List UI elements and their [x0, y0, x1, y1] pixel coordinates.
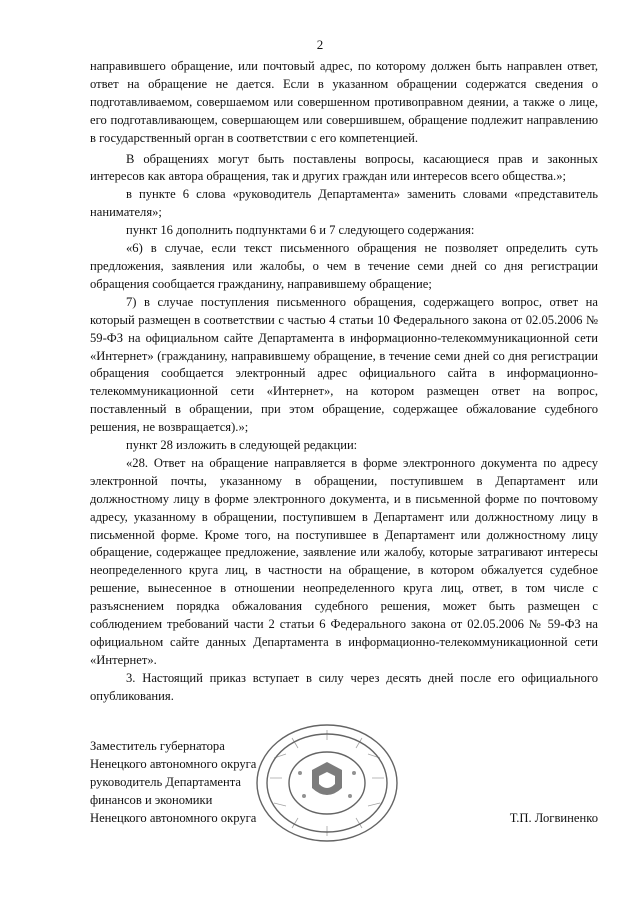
paragraph: пункт 16 дополнить подпунктами 6 и 7 следующего содержания: [126, 223, 475, 238]
signature-line: Заместитель губернатора [90, 739, 225, 753]
paragraph: 7) в случае поступления письменного обращения, содержащего вопрос, ответ на который размещен в соответствии с частью 4 статьи 10 Федерального закона от 02.05.2006 № 59-ФЗ на официальном сайте Департамента в информационно-телекоммуникационной сети «Интернет» (гражданину, направившему обращение, в течение семи дней со дня регистрации обращения сообщается электронный адрес официального сайта в информационно-телекоммуникационной сети «Интернет», на котором размещен ответ на вопрос, поставленный в обращении, при этом обращение, содержащее обжалование судебного решения, не возвращается).»; [90, 294, 598, 435]
signature-line: Ненецкого автономного округа [90, 811, 257, 825]
official-seal-icon [252, 718, 402, 848]
paragraph: направившего обращение, или почтовый адрес, по которому должен быть направлен ответ, ответ на обращение не дается. Если в указанном обращении содержатся сведения о подготавливаемом, совершаемом или совершенном противоправном деянии, а также о лице, его подготавливающем, совершающем или совершившем, обращение подлежит направлению в государственный орган в соответствии с его компетенцией. [90, 59, 598, 145]
paragraph: В обращениях могут быть поставлены вопросы, касающиеся прав и законных интересов как автора обращения, так и других граждан или интересов всего общества.»; [90, 151, 598, 184]
page-number: 2 [316, 37, 324, 52]
signature-line: руководитель Департамента [90, 775, 242, 789]
paragraph: «28. Ответ на обращение направляется в форме электронного документа по адресу электронной почты, указанному в обращении, поступившем в Департамент или должностному лицу в форме электронного документа, и в письменной форме по почтовому адресу, указанному в обращении, поступившем в Департамент или должностному лицу в письменной форме. Кроме того, на поступившее в Департамент или должностному лицу обращение, содержащее предложение, заявление или жалобу, которые затрагивают интересы неопределенного круга лиц, в частности на обращение, в котором обжалуется судебное решение, вынесенное в отношении неопределенного круга лиц, ответ, в том числе с разъяснением порядка обжалования судебного решения, может быть размещен с соблюдением требований части 2 статьи 6 Федерального закона от 02.05.2006 № 59-ФЗ на официальном сайте данных Департамента в информационно-телекоммуникационной сети «Интернет». [90, 455, 598, 667]
paragraph: «6) в случае, если текст письменного обращения не позволяет определить суть предложения, заявления или жалобы, о чем в течение семи дней со дня регистрации обращения сообщается гражданину, направившему обращение; [90, 241, 598, 291]
paragraph: пункт 28 изложить в следующей редакции: [126, 438, 358, 453]
paragraph: в пункте 6 слова «руководитель Департамента» заменить словами «представитель нанимателя»; [90, 187, 598, 220]
signature-line: Ненецкого автономного округа [90, 757, 257, 771]
paragraph: 3. Настоящий приказ вступает в силу через десять дней после его официального опубликования. [90, 670, 598, 703]
signature-line: финансов и экономики [90, 793, 213, 807]
signatory-name: Т.П. Логвиненко [509, 811, 598, 825]
document-body [90, 58, 598, 706]
